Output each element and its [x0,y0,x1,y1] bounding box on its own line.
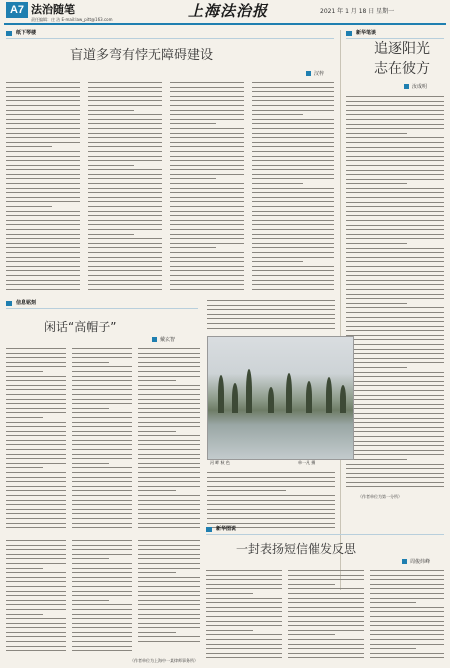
editor-info: 责任编辑：庄 洁 E-mail:law_pitt@163.com [31,17,113,22]
article-byline: 戴玄智 [152,336,175,344]
column-divider [340,30,341,590]
article-headline-line1: 追逐阳光 [374,41,430,57]
text-column [6,540,66,662]
text-column [88,82,162,294]
text-column [346,96,444,490]
text-column [207,300,335,332]
article-headline: 闲话“高帽子” [44,320,117,334]
text-column [138,348,200,534]
article-byline: 汝成明 [404,83,427,91]
article-byline: 周俊炜峰 [402,558,430,566]
article-byline: 汉梓 [306,70,324,78]
newspaper-masthead: 上海法治报 [188,2,269,20]
text-column [6,82,80,294]
text-column [288,570,364,664]
tag-rule [206,534,444,535]
author-note: （作者单位为上海中一某律师事务所） [130,658,198,663]
photo-caption-title: 河 畔 秋 色 [210,460,230,465]
tag-rule [6,38,334,39]
article-headline: 一封表扬短信催发反思 [236,542,357,556]
page-number-badge: A7 [6,2,28,18]
author-note: （作者单位为第一分所） [358,494,402,499]
article-tag: 信息铭刻 [6,299,36,308]
text-column [252,82,334,294]
section-title: 法治随笔 [31,3,75,16]
article-headline-line2: 志在彼方 [374,61,430,77]
text-column [138,540,200,656]
text-column [6,348,66,534]
text-column [206,570,282,664]
issue-date: 2021 年 1 月 18 日 星期一 [320,8,395,15]
tag-rule [6,308,198,309]
text-column [370,570,444,664]
article-tag: 新华笔谈 [346,29,376,38]
header-rule [4,23,446,25]
article-tag: 纸下琴楼 [6,29,36,38]
landscape-photo [207,336,354,460]
text-column [72,348,132,534]
tag-rule [346,38,444,39]
text-column [170,82,244,294]
text-column [72,540,132,662]
article-tag: 新华图说 [206,525,236,534]
article-headline: 盲道多弯有悖无障碍建设 [70,48,214,63]
photo-credit: 单一凡 摄 [298,460,316,465]
